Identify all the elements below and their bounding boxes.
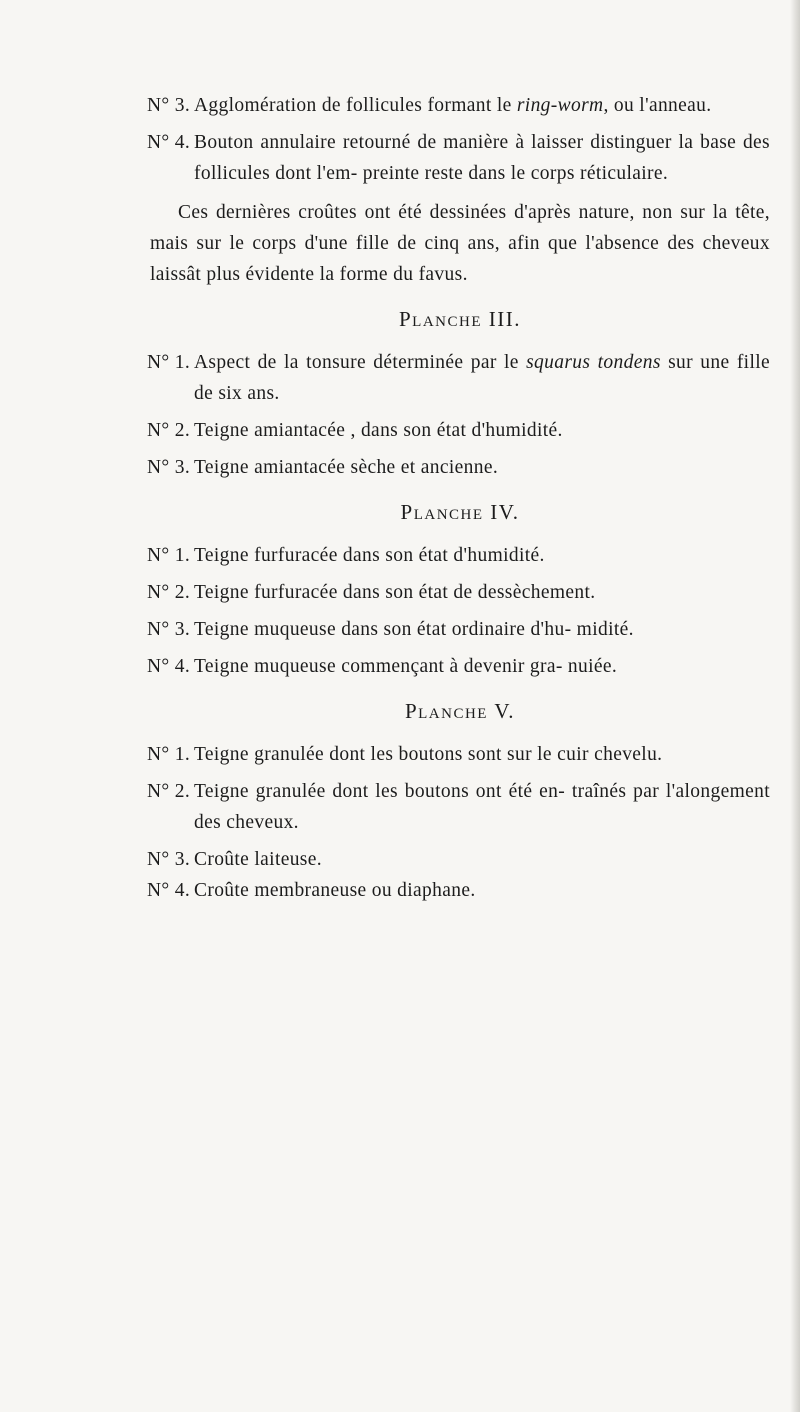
planche4-entry-2 — [147, 577, 770, 608]
italic-term: ring-worm — [516, 95, 604, 116]
entry-text: Teigne amiantacée , dans son état d'humidité. — [194, 420, 563, 441]
entry-text: Teigne granulée dont les boutons ont été en- traînés par l'alongement des cheveux. — [194, 781, 770, 833]
entry-text: Teigne muqueuse commençant à devenir gra- nuiée. — [194, 656, 618, 677]
entry-number: N° 4. — [147, 656, 191, 677]
entry-text: Teigne granulée dont les boutons sont sur le cuir chevelu. — [194, 744, 663, 765]
entry-n4-bouton-annulaire — [147, 127, 770, 189]
heading-planche-iv: Planche IV. — [400, 500, 520, 524]
entry-number: N° 1. — [147, 545, 191, 566]
entry-text: Aspect de la tonsure déterminée par le squarus tondens sur une fille de six ans. — [194, 352, 770, 404]
planche5-entry-1 — [147, 739, 770, 770]
planche3-entry-3 — [147, 452, 770, 483]
heading-planche-v: Planche V. — [404, 699, 516, 723]
entry-text: Teigne muqueuse dans son état ordinaire d'hu- midité. — [194, 619, 634, 640]
entry-text: Teigne furfuracée dans son état de dessèchement. — [194, 582, 596, 603]
page-body — [147, 90, 770, 906]
entry-number: N° 4. — [147, 880, 191, 901]
entry-text: Croûte laiteuse. — [194, 849, 322, 870]
planche3-entry-1 — [147, 347, 770, 409]
body-paragraph: Ces dernières croûtes ont été dessinées d'après nature, non sur la tête, mais sur le corps d'une fille de cinq ans, afin que l'absence des cheveux laissât plus évidente la forme du favus. — [150, 202, 770, 285]
planche4-entry-3 — [147, 614, 770, 645]
entry-number: N° 2. — [147, 781, 191, 802]
entry-number: N° 2. — [147, 420, 191, 441]
planche4-entry-1 — [147, 540, 770, 571]
entry-number: N° 2. — [147, 582, 191, 603]
planche5-entry-4 — [147, 875, 770, 906]
entry-number: N° 3. — [147, 95, 191, 116]
entry-number: N° 3. — [147, 849, 191, 870]
entry-text: Croûte membraneuse ou diaphane. — [194, 880, 476, 901]
planche4-entry-4 — [147, 651, 770, 682]
entry-number: N° 1. — [147, 744, 191, 765]
page-edge-shadow — [790, 0, 800, 1412]
planche3-entry-2 — [147, 415, 770, 446]
entry-text: Teigne amiantacée sèche et ancienne. — [194, 457, 499, 478]
entry-text: Teigne furfuracée dans son état d'humidité. — [194, 545, 545, 566]
italic-term: squarus tondens — [526, 352, 661, 373]
entry-number: N° 3. — [147, 619, 191, 640]
entry-number: N° 3. — [147, 457, 191, 478]
planche5-entry-2 — [147, 776, 770, 838]
planche5-entry-3 — [147, 844, 770, 875]
entry-n3-ring-worm — [147, 90, 770, 121]
entry-number: N° 1. — [147, 352, 191, 373]
entry-number: N° 4. — [147, 132, 191, 153]
entry-text: Bouton annulaire retourné de manière à laisser distinguer la base des follicules dont l'em- preinte reste dans le corps réticulaire. — [194, 132, 770, 184]
heading-planche-iii: Planche III. — [399, 307, 521, 331]
entry-text: Agglomération de follicules formant le ring-worm, ou l'anneau. — [194, 95, 712, 116]
